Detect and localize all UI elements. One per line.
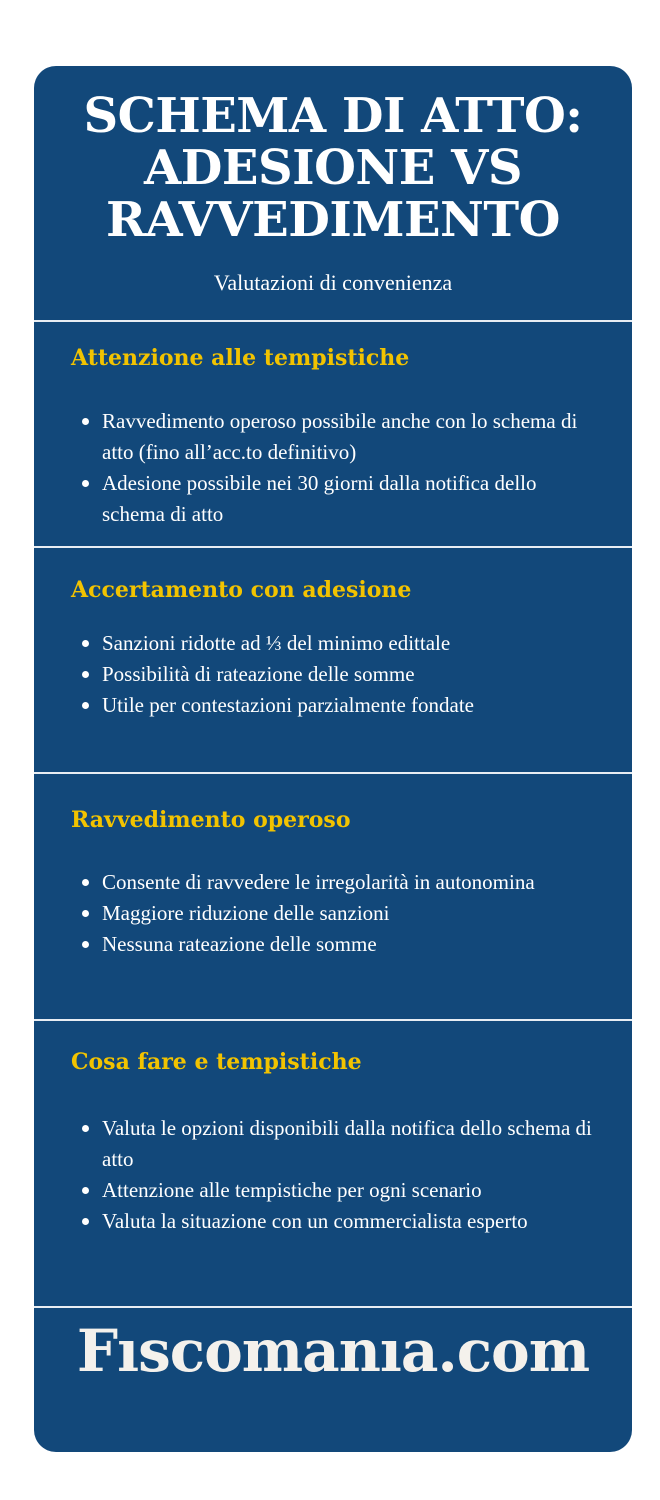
title-line-1: SCHEMA DI ATTO:: [83, 88, 583, 144]
list-item: Valuta la situazione con un commercialista esperto: [102, 1206, 592, 1237]
section-heading: Attenzione alle tempistiche: [71, 345, 410, 371]
subtitle: Valutazioni di convenienza: [213, 270, 453, 295]
section-heading: Cosa fare e tempistiche: [71, 1049, 362, 1075]
section-ravvedimento: [34, 774, 632, 1019]
list-item: Possibilità di rateazione delle somme: [102, 659, 592, 690]
list-item: Maggiore riduzione delle sanzioni: [102, 898, 592, 929]
bullet-list: [102, 867, 592, 960]
section-adesione: [34, 548, 632, 772]
section-heading: Accertamento con adesione: [71, 577, 412, 603]
list-item: Utile per contestazioni parzialmente fondate: [102, 690, 592, 721]
section-timing-attention: [34, 322, 632, 546]
list-item: Nessuna rateazione delle somme: [102, 929, 592, 960]
section-heading: Ravvedimento operoso: [71, 807, 351, 833]
bullet-list: [102, 1113, 592, 1237]
list-item: Adesione possibile nei 30 giorni dalla notifica dello schema di atto: [102, 468, 592, 530]
page-title: [34, 66, 632, 246]
list-item: Consente di ravvedere le irregolarità in autonomina: [102, 867, 592, 898]
brand-logo: Fıscomanıa.com: [76, 1317, 590, 1385]
section-what-to-do: [34, 1021, 632, 1306]
list-item: Ravvedimento operoso possibile anche con lo schema di atto (fino all’acc.to definitivo): [102, 406, 592, 468]
title-line-3: RAVVEDIMENTO: [106, 192, 560, 248]
bullet-list: [102, 628, 592, 721]
title-line-2: ADESIONE VS: [144, 140, 522, 196]
bullet-list: [102, 406, 592, 530]
list-item: Valuta le opzioni disponibili dalla notifica dello schema di atto: [102, 1113, 592, 1175]
footer: [34, 1308, 632, 1452]
infographic-card: [34, 66, 632, 1452]
list-item: Attenzione alle tempistiche per ogni scenario: [102, 1175, 592, 1206]
list-item: Sanzioni ridotte ad ⅓ del minimo edittale: [102, 628, 592, 659]
header: [34, 66, 632, 320]
